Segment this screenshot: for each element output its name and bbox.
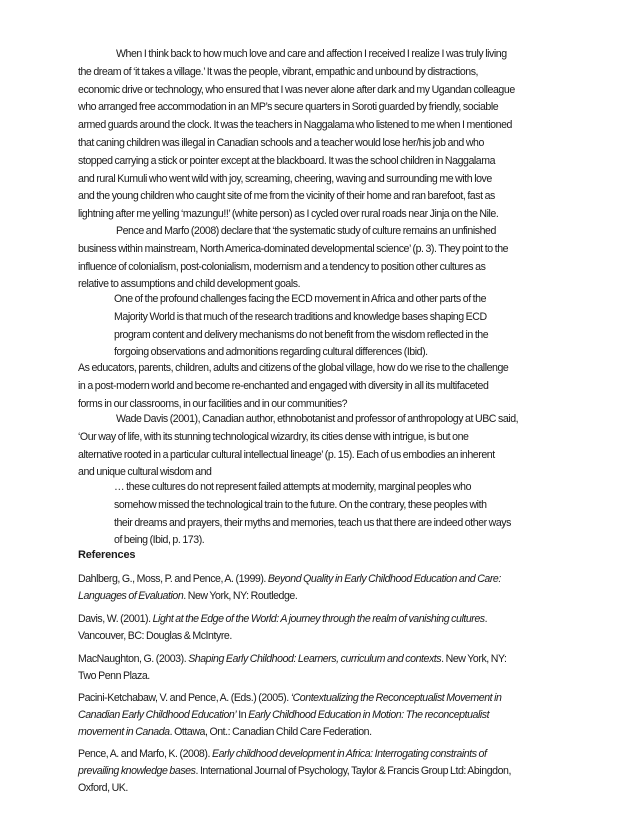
text-line: economic drive or technology, who ensured that I was never alone after dark and my Ugandan colleague: [78, 83, 515, 96]
paragraph-wade-davis: [78, 411, 566, 482]
text-line: forms in our classrooms, in our facilities and in our communities?: [78, 397, 348, 410]
paragraph-pence-marfo: [78, 223, 566, 294]
ref-title: Languages of Evaluation: [78, 590, 184, 603]
text-line: and the young children who caught site of me from the vicinity of their home and ran barefoot, fast as: [78, 190, 495, 203]
text-line: relative to assumptions and child development goals.: [78, 278, 301, 291]
text-line: of being (Ibid, p. 173).: [114, 534, 205, 547]
text-line: Pence and Marfo (2008) declare that ‘the systematic study of culture remains an unfinished: [116, 225, 496, 237]
text-line: their dreams and prayers, their myths and memories, teach us that there are indeed other ways: [114, 516, 511, 529]
text-line: lightning after me yelling ‘mazungu!!’ (white person) as I cycled over rural roads near Jinja on the Nile.: [78, 208, 499, 221]
text-line: the dream of ‘it takes a village.’ It was the people, vibrant, empathic and unbound by distractions,: [78, 65, 479, 78]
ref-authors: Dahlberg, G., Moss, P. and Pence, A. (1999).: [78, 573, 268, 585]
ref-book-title: Early Childhood Education in Motion: The reconceptualist: [248, 709, 490, 722]
ref-title: Shaping Early Childhood: Learners, curriculum and contexts: [188, 653, 442, 665]
ref-publisher: . New York, NY: Routledge.: [183, 590, 298, 603]
text-line: forgoing observations and admonitions regarding cultural differences (Ibid).: [114, 346, 428, 359]
ref-publisher: Vancouver, BC: Douglas & McIntyre.: [78, 630, 232, 643]
ref-publisher: Two Penn Plaza.: [78, 670, 150, 683]
ref-title: Beyond Quality in Early Childhood Education and Care:: [267, 573, 501, 585]
ref-authors: Pacini-Ketchabaw, V. and Pence, A. (Eds.) (2005).: [78, 692, 291, 704]
paragraph-educators: [78, 360, 566, 413]
text-line: Majority World is that much of the research traditions and knowledge bases shaping ECD: [114, 310, 487, 323]
text-line: alternative rooted in a particular cultural intellectual lineage’ (p. 15). Each of us embodies an inherent: [78, 448, 495, 461]
ref-publisher: . Ottawa, Ont.: Canadian Child Care Federation.: [169, 726, 372, 739]
reference-entry: Pacini-Ketchabaw, V. and Pence, A. (Eds.) (2005). ‘Contextualizing the Reconceptualist Movement in Canadian Early Childhood Education’ In Early Childhood Education in Motion: The reconceptualist movement in Canada. Ottawa, Ont.: Canadian Child Care Federation.: [78, 692, 502, 739]
ref-book-title: movement in Canada: [78, 726, 170, 739]
text-line: … these cultures do not represent failed attempts at modernity, marginal peoples who: [114, 481, 472, 493]
text-line: armed guards around the clock. It was the teachers in Naggalama who listened to me when I mentioned: [78, 119, 512, 132]
text-line: program content and delivery mechanisms do not benefit from the wisdom reflected in the: [114, 328, 489, 341]
references-heading: References: [78, 549, 136, 561]
ref-title: Light at the Edge of the World: A journey through the realm of vanishing cultures: [152, 613, 485, 625]
paragraph-village: [78, 46, 566, 224]
text-line: ‘Our way of life, with its stunning technological wizardry, its cities dense with intrigue, is but one: [78, 430, 469, 443]
text-line: When I think back to how much love and care and affection I received I realize I was truly living: [116, 48, 507, 60]
text-line: and rural Kumuli who went wild with joy, screaming, cheering, waving and surrounding me with love: [78, 172, 492, 185]
ref-title: prevailing knowledge bases: [78, 765, 196, 778]
text-line: Wade Davis (2001), Canadian author, ethnobotanist and professor of anthropology at UBC said,: [116, 413, 519, 425]
text-line: As educators, parents, children, adults and citizens of the global village, how do we rise to the challenge: [78, 362, 509, 374]
ref-authors: MacNaughton, G. (2003).: [78, 653, 189, 665]
ref-publisher: Oxford, UK.: [78, 782, 128, 795]
ref-title: Early childhood development in Africa: Interrogating constraints of: [211, 748, 487, 760]
ref-title: Canadian Early Childhood Education’: [78, 709, 237, 722]
text-line: who arranged free accommodation in an MP’s secure quarters in Soroti guarded by friendly, sociable: [78, 101, 499, 114]
text-line: business within mainstream, North America-dominated developmental science’ (p. 3). They point to the: [78, 242, 509, 255]
text-line: stopped carrying a stick or pointer except at the blackboard. It was the school children in Naggalama: [78, 154, 496, 167]
reference-entry: [78, 571, 566, 605]
ref-authors: Davis, W. (2001).: [78, 613, 153, 625]
text-line: and unique cultural wisdom and: [78, 466, 212, 479]
ref-publisher: . International Journal of Psychology, Taylor & Francis Group Ltd: Abingdon,: [195, 765, 511, 778]
ref-title: ‘Contextualizing the Reconceptualist Movement in: [290, 692, 502, 704]
text-line: influence of colonialism, post-colonialism, modernism and a tendency to position other cultures as: [78, 260, 486, 273]
text-line: somehow missed the technological train to the future. On the contrary, these peoples with: [114, 498, 487, 511]
text-line: in a post-modern world and become re-enchanted and engaged with diversity in all its multifaceted: [78, 379, 489, 392]
ref-authors: Pence, A. and Marfo, K. (2008).: [78, 748, 212, 760]
ref-publisher: . New York, NY:: [441, 653, 507, 665]
text-line: One of the profound challenges facing the ECD movement in Africa and other parts of the: [114, 293, 487, 305]
reference-entry: [78, 651, 566, 685]
block-quote-ecd: [114, 291, 564, 362]
text-line: that caning children was illegal in Canadian schools and a teacher would lose her/his job and who: [78, 136, 484, 149]
reference-entry: Davis, W. (2001). Light at the Edge of the World: A journey through the realm of vanishing cultures. Vancouver, BC: Douglas & McIntyre.: [78, 611, 566, 645]
block-quote-cultures: [114, 479, 564, 550]
reference-entry: [78, 746, 566, 798]
